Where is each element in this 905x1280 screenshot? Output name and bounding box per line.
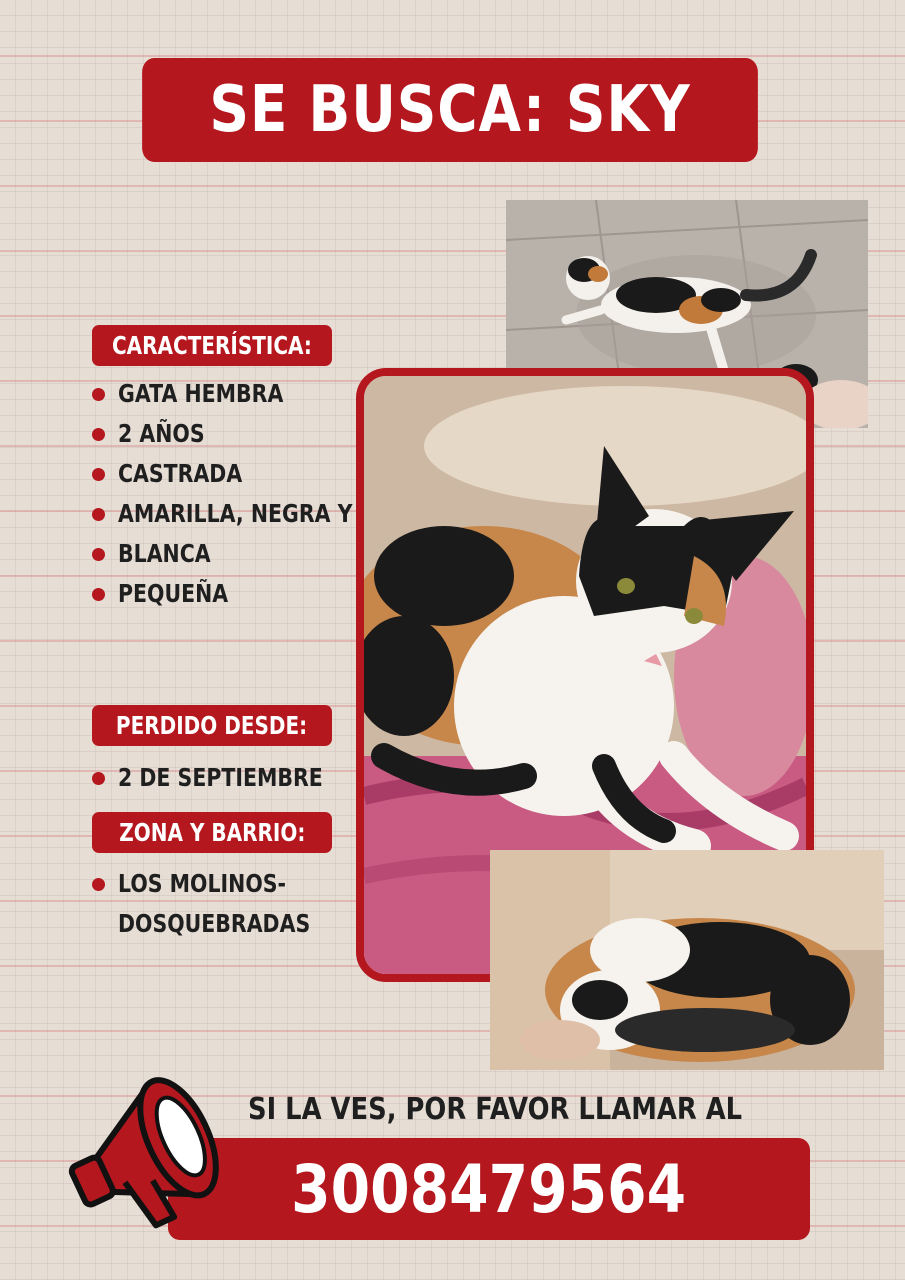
list-item-continuation: DOSQUEBRADAS xyxy=(118,909,311,938)
perdido-label: PERDIDO DESDE: xyxy=(92,705,332,746)
list-item: AMARILLA, NEGRA Y xyxy=(92,494,404,534)
title-banner xyxy=(142,58,758,162)
photo-cat-curled xyxy=(490,850,884,1070)
bullet-icon xyxy=(92,548,105,561)
list-item: 2 AÑOS xyxy=(92,414,404,454)
bullet-icon xyxy=(92,388,105,401)
contact-prompt: SI LA VES, POR FAVOR LLAMAR AL xyxy=(248,1092,743,1127)
perdido-list xyxy=(92,758,368,798)
bullet-icon xyxy=(92,772,105,785)
zona-label: ZONA Y BARRIO: xyxy=(92,812,332,853)
phone-number-box xyxy=(168,1138,810,1240)
list-item: BLANCA xyxy=(92,534,404,574)
megaphone-icon xyxy=(58,1060,248,1250)
bullet-icon xyxy=(92,588,105,601)
list-item: LOS MOLINOS- xyxy=(92,864,352,904)
list-item: 2 DE SEPTIEMBRE xyxy=(92,758,368,798)
phone-number: 3008479564 xyxy=(291,1150,687,1228)
bullet-icon xyxy=(92,428,105,441)
zona-list xyxy=(92,864,352,944)
bullet-icon xyxy=(92,468,105,481)
list-item: CASTRADA xyxy=(92,454,404,494)
bullet-icon xyxy=(92,878,105,891)
caracteristica-label: CARACTERÍSTICA: xyxy=(92,325,332,366)
page-title: SE BUSCA: SKY xyxy=(209,73,691,147)
list-item: PEQUEÑA xyxy=(92,574,404,614)
bullet-icon xyxy=(92,508,105,521)
list-item: GATA HEMBRA xyxy=(92,374,404,414)
caracteristica-list xyxy=(92,374,404,614)
